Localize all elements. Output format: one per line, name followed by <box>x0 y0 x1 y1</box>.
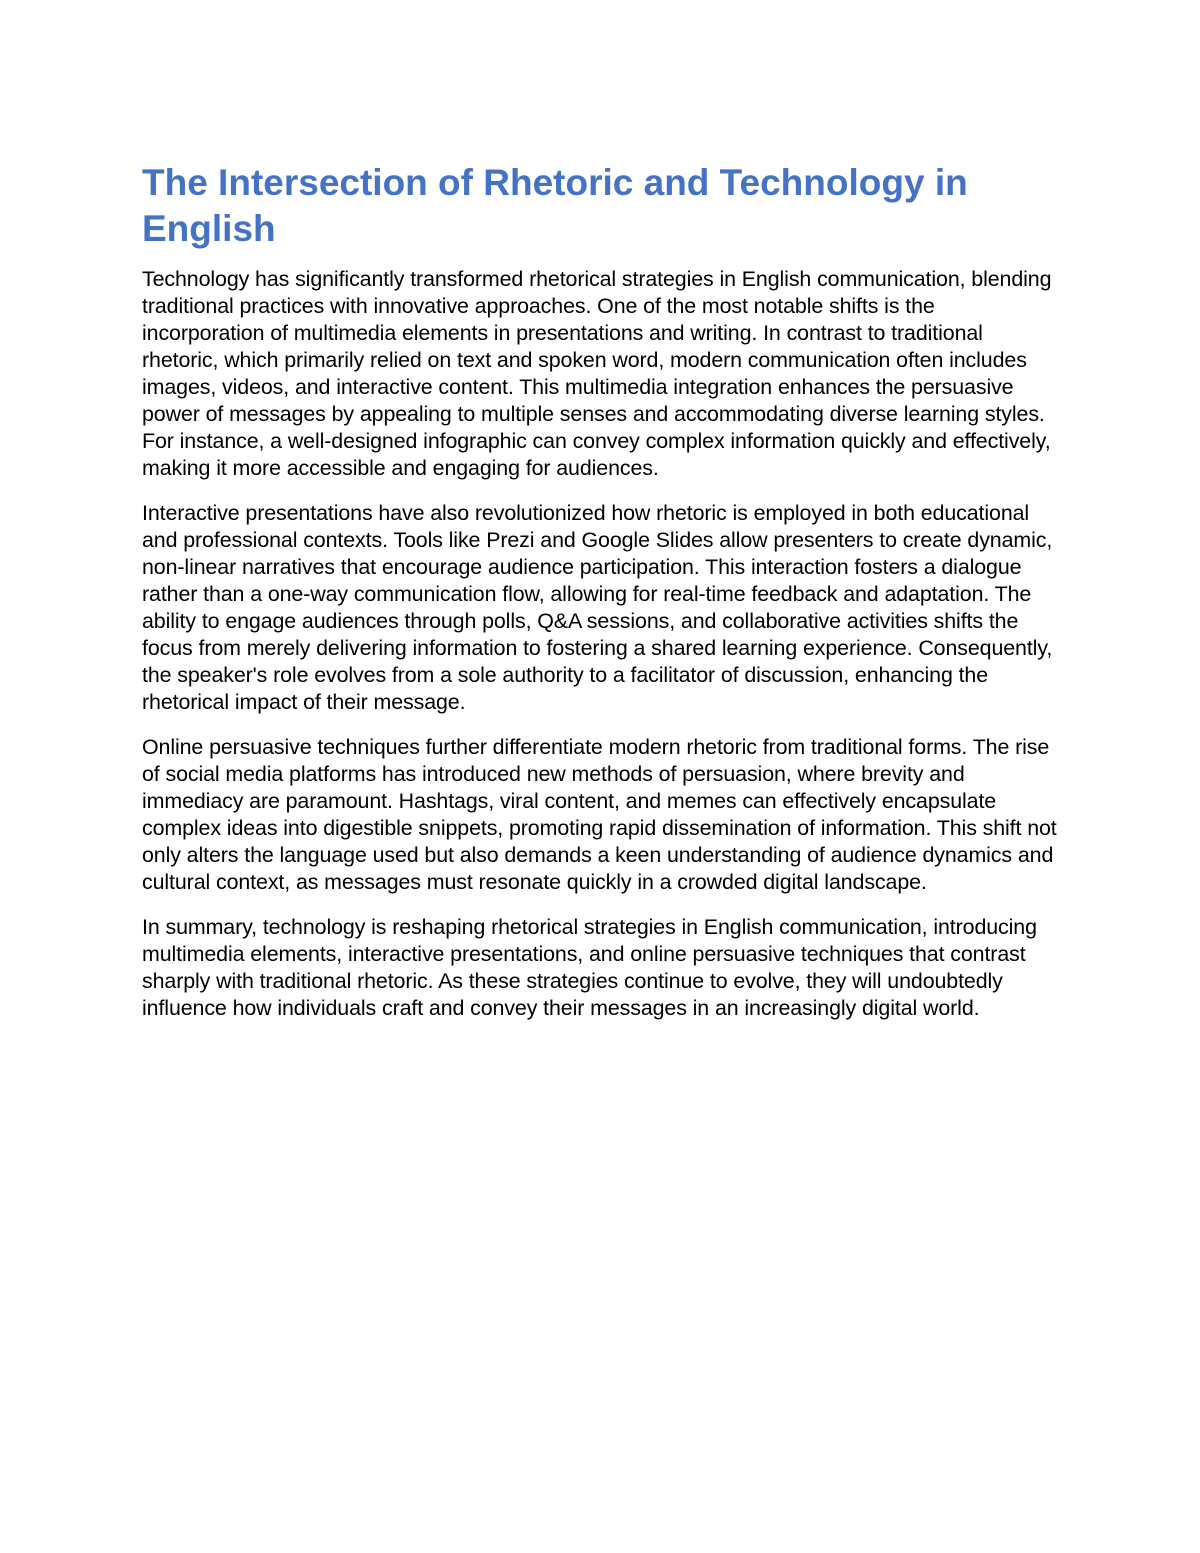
document-title: The Intersection of Rhetoric and Technology in English <box>142 162 968 249</box>
paragraph-4: In summary, technology is reshaping rhetorical strategies in English communication, introducing multimedia elements, interactive presentations, and online persuasive techniques that contrast sharply with traditional rhetoric. As these strategies continue to evolve, they will undoubtedly influence how individuals craft and convey their messages in an increasingly digital world. <box>142 915 1037 1020</box>
paragraph-3: Online persuasive techniques further differentiate modern rhetoric from traditional forms. The rise of social media platforms has introduced new methods of persuasion, where brevity and immediacy are paramount. Hashtags, viral content, and memes can effectively encapsulate complex ideas into digestible snippets, promoting rapid dissemination of information. This shift not only alters the language used but also demands a keen understanding of audience dynamics and cultural context, as messages must resonate quickly in a crowded digital landscape. <box>142 735 1057 894</box>
paragraph-2: Interactive presentations have also revolutionized how rhetoric is employed in both educational and professional contexts. Tools like Prezi and Google Slides allow presenters to create dynamic, non-linear narratives that encourage audience participation. This interaction fosters a dialogue rather than a one-way communication flow, allowing for real-time feedback and adaptation. The ability to engage audiences through polls, Q&A sessions, and collaborative activities shifts the focus from merely delivering information to fostering a shared learning experience. Consequently, the speaker's role evolves from a sole authority to a facilitator of discussion, enhancing the rhetorical impact of their message. <box>142 501 1053 714</box>
document-body <box>142 160 1062 1040</box>
paragraph-1: Technology has significantly transformed rhetorical strategies in English communication, blending traditional practices with innovative approaches. One of the most notable shifts is the incorporation of multimedia elements in presentations and writing. In contrast to traditional rhetoric, which primarily relied on text and spoken word, modern communication often includes images, videos, and interactive content. This multimedia integration enhances the persuasive power of messages by appealing to multiple senses and accommodating diverse learning styles. For instance, a well-designed infographic can convey complex information quickly and effectively, making it more accessible and engaging for audiences. <box>142 267 1052 480</box>
